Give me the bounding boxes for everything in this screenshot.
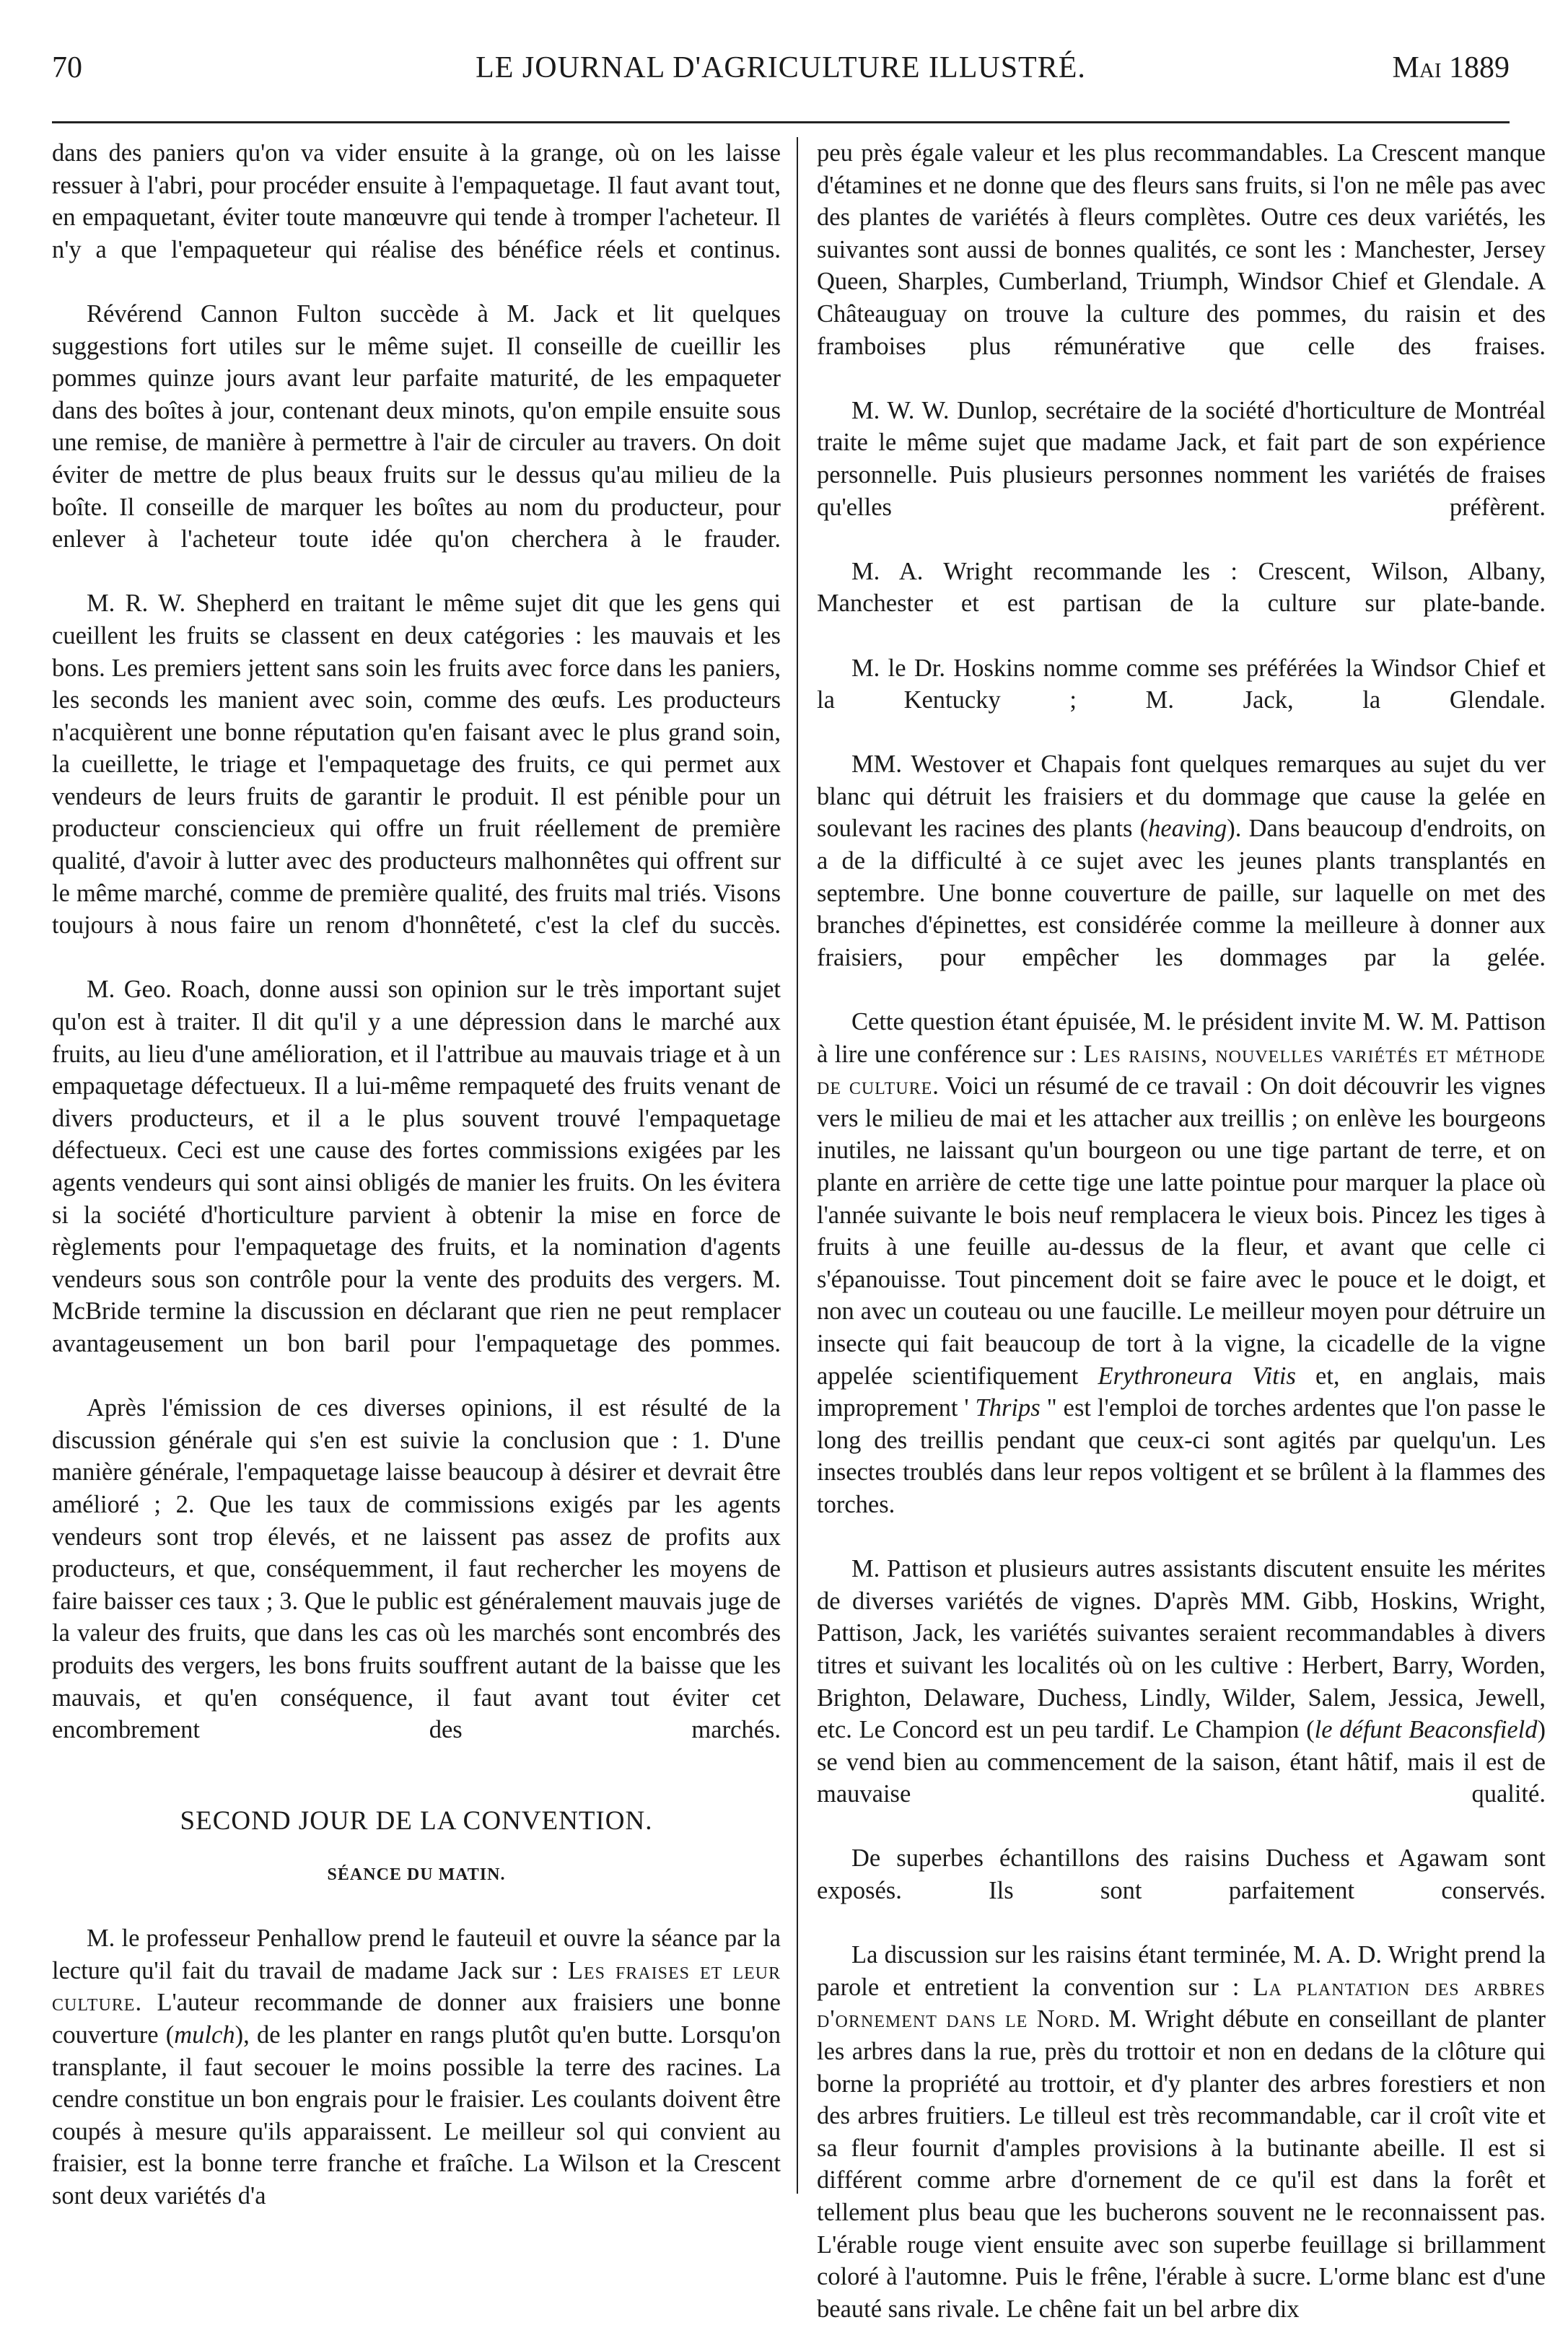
issue-date: Mai 1889 xyxy=(1392,51,1510,84)
paragraph: peu près égale valeur et les plus recommandables. La Crescent manque d'étamines et ne donne que des fleurs sans fruits, si l'on ne mêle pas avec des plantes de variétés à fleurs complètes. Outre ces deux variétés, les suivantes sont aussi de bonnes qualités, ce sont les : Manchester, Jersey Queen, Sharples, Cumberland, Triumph, Windsor Chief et Glendale. A Châteauguay on trouve la culture des pommes, du raisin et des framboises plus rémunérative que celle des fraises. xyxy=(817,139,1546,360)
page-header xyxy=(52,51,1510,94)
text-run: . M. Wright débute en conseillant de planter les arbres dans la rue, près du trottoir et non en dedans de la clôture qui borne la propriété au trottoir, et d'y planter des arbres forestiers et non des arbres fruitiers. Le tilleul est très recommandable, car il croît vite et sa fleur fournit d'amples provisions à la butinante abeille. Il est si différent comme arbre d'ornement de ce qu'il est dans la forêt et tellement plus beau que les bucherons souvent ne le reconnaissent pas. L'érable rouge vient ensuite avec son superbe feuillage si brillamment coloré à l'automne. Puis le frêne, l'érable à sucre. L'orme blanc est d'une beauté sans rivale. Le chêne fait un bel arbre dix xyxy=(817,2005,1546,2323)
paragraph: De superbes échantillons des raisins Duchess et Agawam sont exposés. Ils sont parfaitement conservés. xyxy=(817,1844,1546,1905)
italic-term: mulch xyxy=(174,2021,235,2049)
text-run: ), de les planter en rangs plutôt qu'en butte. Lorsqu'on transplante, il faut secouer le moins possible la terre des racines. La cendre constitue un bon engrais pour le fraisier. Les coulants doivent être coupés à mesure qu'ils apparaissent. Le meilleur sol qui convient au fraisier, est la bonne terre franche et fraîche. La Wilson et la Crescent sont deux variétés d'a xyxy=(52,2021,781,2210)
header-rule xyxy=(52,121,1510,123)
text-run: ) se vend bien au commencement de la saison, étant hâtif, mais il est de mauvaise qualité. xyxy=(817,1716,1546,1808)
paragraph: Après l'émission de ces diverses opinions, il est résulté de la discussion générale qui s'en est suivie la conclusion que : 1. D'une manière générale, l'empaquetage laisse beaucoup à désirer et devrait être amélioré ; 2. Que les taux de commissions exigés par les agents vendeurs sont trop élevés, et ne laissent pas assez de profits aux producteurs, et que, conséquemment, il faut rechercher les moyens de faire baisser ces taux ; 3. Que le public est généralement mauvais juge de la valeur des fruits, que dans les cas où les marchés sont encombrés des produits des vergers, les bons fruits souffrent autant de la baisse que les mauvais, et qu'en conséquence, il faut avant tout éviter cet encombrement des marchés. xyxy=(52,1394,781,1744)
text-run: . L'auteur recommande de donner aux fraisiers une bonne couverture ( xyxy=(52,1989,781,2049)
paragraph xyxy=(817,1939,1546,2325)
text-run: et, en anglais, mais improprement ' xyxy=(817,1362,1546,1422)
subsection-title: SÉANCE DU MATIN. xyxy=(327,1865,506,1885)
text-run: M. le professeur Penhallow prend le fauteuil et ouvre la séance par la lecture qu'il fait du travail de madame Jack sur : xyxy=(52,1925,781,1984)
page-number: 70 xyxy=(52,51,82,84)
text-run: ). Dans beaucoup d'endroits, on a de la difficulté à ce sujet avec les jeunes plants transplantés en septembre. Une bonne couverture de paille, sur laquelle on met des branches d'épinettes, est considérée comme la meilleure à donner aux fraisiers, pour empêcher les dommages par la gelée. xyxy=(817,815,1546,971)
paragraph xyxy=(817,748,1546,1006)
column-divider xyxy=(797,137,798,2194)
italic-term: heaving xyxy=(1148,815,1227,843)
italic-term: Thrips xyxy=(975,1394,1041,1422)
paragraph: Révérend Cannon Fulton succède à M. Jack et lit quelques suggestions fort utiles sur le même sujet. Il conseille de cueillir les pommes quinze jours avant leur parfaite maturité, de les empaqueter dans des boîtes à jour, contenant deux minots, qu'on empile ensuite sous une remise, de manière à permettre à l'air de circuler au travers. On doit éviter de mettre de plus beaux fruits sur le dessus qu'au milieu de la boîte. Il conseille de marquer les boîtes au nom du producteur, pour enlever à l'acheteur toute idée qu'on cherchera à le frauder. xyxy=(52,299,781,553)
text-run: M. Pattison et plusieurs autres assistants discutent ensuite les mérites de diverses variétés de vignes. D'après MM. Gibb, Hoskins, Wright, Pattison, Jack, les variétés suivantes seraient recommandables à divers titres et suivant les localités où on les cultive : Herbert, Barry, Worden, Brighton, Delaware, Duchess, Lindly, Wilder, Salem, Jessica, Jewell, etc. Le Concord est un peu tardif. Le Champion ( xyxy=(817,1555,1546,1744)
italic-term: le défunt Beaconsfield xyxy=(1314,1716,1538,1744)
paragraph: M. R. W. Shepherd en traitant le même sujet dit que les gens qui cueillent les fruits se classent en deux catégories : les mauvais et les bons. Les premiers jettent sans soin les fruits avec force dans les paniers, les seconds les manient avec soin, comme des œufs. Les producteurs n'acquièrent une bonne réputation qu'en faisant avec le plus grand soin, la cueillette, le triage et l'empaquetage des fruits, ce qui permet aux vendeurs de leurs fruits de garantir le produit. Il est pénible pour un producteur consciencieux qui offre un fruit réellement de première qualité, d'avoir à lutter avec des producteurs malhonnêtes qui offrent sur le même marché, comme de première qualité, des fruits mal triés. Visons toujours à nous faire un renom d'honnêteté, c'est la clef du succès. xyxy=(52,590,781,940)
paragraph: M. W. W. Dunlop, secrétaire de la société d'horticulture de Montréal traite le même sujet que madame Jack, et fait part de son expérience personnelle. Puis plusieurs personnes nomment les variétés de fraises qu'elles préfèrent. xyxy=(817,396,1546,521)
paragraph xyxy=(817,1553,1546,1842)
paragraph xyxy=(817,1006,1546,1553)
section-title: SECOND JOUR DE LA CONVENTION. xyxy=(180,1806,653,1836)
right-column xyxy=(817,137,1546,2325)
lecture-title: Les raisins, nouvelles variétés et méthode de culture xyxy=(817,1040,1546,1100)
text-run: MM. Westover et Chapais font quelques remarques au sujet du ver blanc qui détruit les fraisiers et du dommage que cause la gelée en soulevant les racines des plants ( xyxy=(817,750,1546,843)
lecture-title: Les fraises et leur culture xyxy=(52,1956,781,2017)
text-run: . Voici un résumé de ce travail : On doit découvrir les vignes vers le milieu de mai et les attacher aux treillis ; on enlève les bourgeons inutiles, ne laissant qu'un bourgeon ou une tige partant de terre, et on plante en arrière de cette tige une latte pointue pour marquer la place où l'année suivante le bois neuf remplacera le vieux bois. Pincez les tiges à fruits à une feuille au-dessus de la fleur, et avant que celle ci s'épanouisse. Tout pincement doit se faire avec le pouce et le doigt, et non avec un couteau ou une faucille. Le meilleur moyen pour détruire un insecte qui fait beaucoup de tort à la vigne, la cicadelle de la vigne appelée scientifiquement xyxy=(817,1072,1546,1390)
text-run: Cette question étant épuisée, M. le président invite M. W. M. Pattison à lire une conférence sur : xyxy=(817,1008,1546,1068)
paragraph: M. le Dr. Hoskins nomme comme ses préférées la Windsor Chief et la Kentucky ; M. Jack, la Glendale. xyxy=(817,654,1546,714)
journal-title: LE JOURNAL D'AGRICULTURE ILLUSTRÉ. xyxy=(476,51,1086,84)
paragraph: M. Geo. Roach, donne aussi son opinion sur le très important sujet qu'on est à traiter. Il dit qu'il y a une dépression dans le marché aux fruits, au lieu d'une amélioration, et il l'attribue au mauvais triage et à un empaquetage défectueux. Il a lui-même rempaqueté des fruits venant de divers producteurs, et il a le plus souvent trouvé l'empaquetage défectueux. Ceci est une cause des fortes commissions exigées par les agents vendeurs qui sont ainsi obligés de manier les fruits. On les évitera si la société d'horticulture parvient à obtenir la mise en force de règlements pour l'empaquetage des fruits, et la nomination d'agents vendeurs sous son contrôle pour la vente des produits des vergers. M. McBride termine la discussion en déclarant que rien ne peut remplacer avantageusement un bon baril pour l'empaquetage des pommes. xyxy=(52,976,781,1357)
paragraph: M. A. Wright recommande les : Crescent, Wilson, Albany, Manchester et est partisan de la culture sur plate-bande. xyxy=(817,557,1546,618)
italic-term: Erythroneura Vitis xyxy=(1098,1362,1296,1390)
text-run: La discussion sur les raisins étant terminée, M. A. D. Wright prend la parole et entretient la convention sur : xyxy=(817,1941,1546,2001)
paragraph xyxy=(52,1922,781,2212)
text-run: " est l'emploi de torches ardentes que l'on passe le long des treillis pendant que ceux-ci sont agités par quelqu'un. Les insectes troublés dans leur repos voltigent et se brûlent à la flammes des torches. xyxy=(817,1394,1546,1518)
lecture-title: La plantation des arbres d'ornement dans le Nord xyxy=(817,1973,1546,2033)
paragraph: dans des paniers qu'on va vider ensuite à la grange, où on les laisse ressuer à l'abri, pour procéder ensuite à l'empaquetage. Il faut avant tout, en empaquetant, éviter toute manœuvre qui tende à tromper l'acheteur. Il n'y a que l'empaqueteur qui réalise des bénéfice réels et continus. xyxy=(52,139,781,263)
left-column xyxy=(52,137,781,2212)
